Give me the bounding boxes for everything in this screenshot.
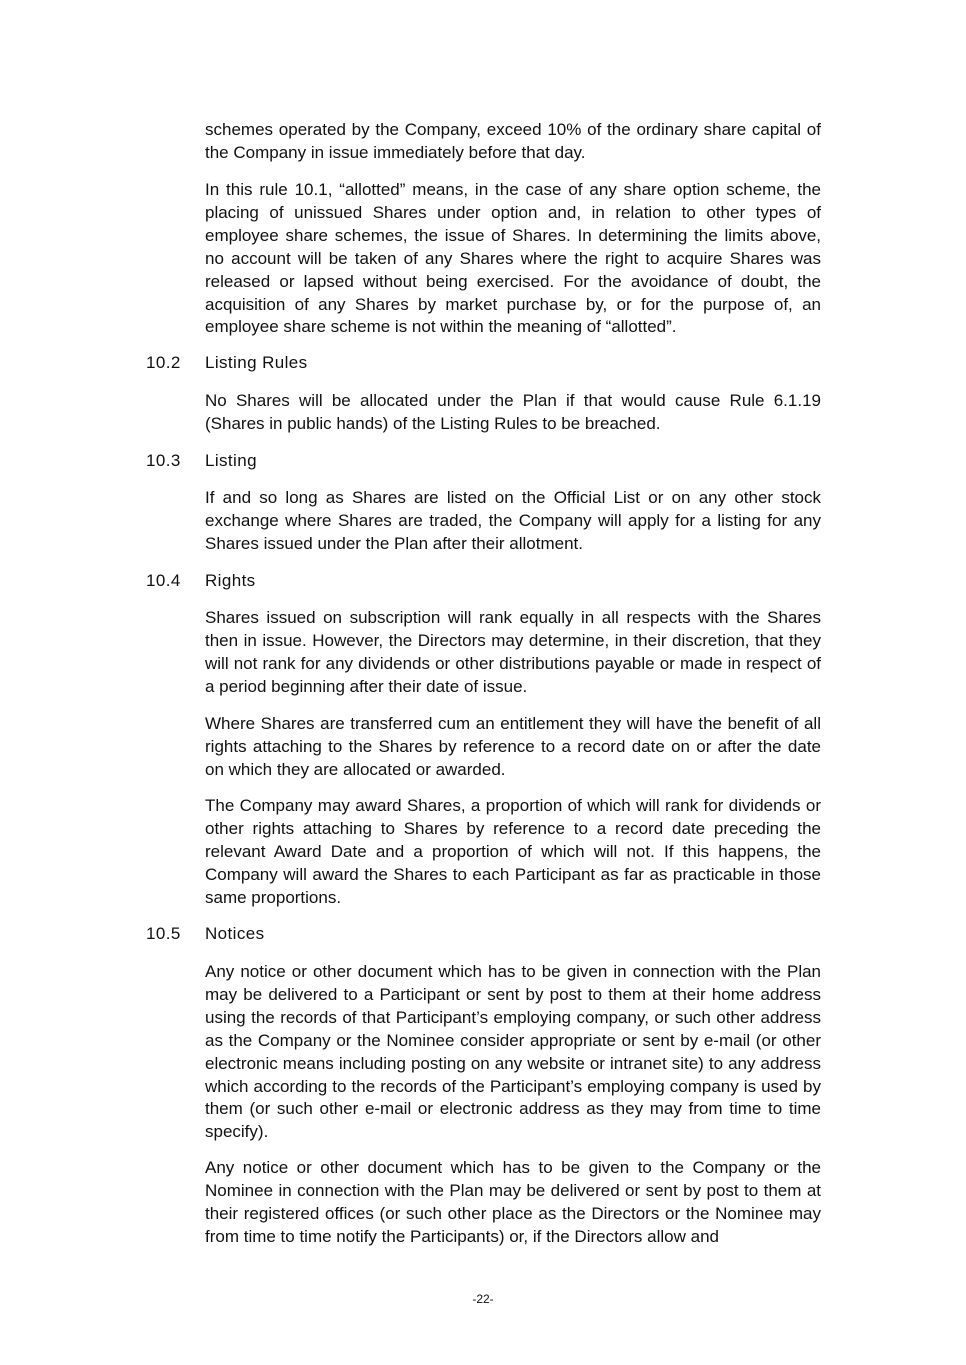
section-number: 10.3 (146, 451, 181, 470)
paragraph-10-1-limit-continuation: schemes operated by the Company, exceed 10% of the ordinary share capital of the Company in issue immediately before that day. (205, 120, 821, 162)
section-number: 10.5 (146, 924, 181, 943)
paragraph-rights-subscription: Shares issued on subscription will rank equally in all respects with the Shares then in issue. However, the Directors may determine, in their discretion, that they will not rank for any dividends or other distributions payable or made in respect of a period beginning after their date of issue. (205, 608, 821, 696)
paragraph-notices-to-company: Any notice or other document which has to be given to the Company or the Nominee in connection with the Plan may be delivered or sent by post to them at their registered offices (or such other place as the Directors or the Nominee may from time to time notify the Participants) or, if the Directors allow and (205, 1158, 821, 1246)
section-title: Listing Rules (205, 353, 308, 372)
paragraph-listing-rules: No Shares will be allocated under the Plan if that would cause Rule 6.1.19 (Shares in public hands) of the Listing Rules to be breached. (205, 391, 821, 433)
section-heading-10-5 (146, 923, 826, 945)
section-number: 10.2 (146, 353, 181, 372)
section-title: Notices (205, 924, 265, 943)
paragraph-notices-to-participant: Any notice or other document which has to be given in connection with the Plan may be delivered to a Participant or sent by post to them at their home address using the records of that Participant’s employing company, or such other address as the Company or the Nominee consider appropriate or sent by e-mail (or other electronic means including posting on any website or intranet site) to any address which according to the records of the Participant’s employing company is used by them (or such other e-mail or electronic address as they may from time to time specify). (205, 962, 821, 1142)
section-heading-10-3 (146, 450, 826, 472)
section-number: 10.4 (146, 571, 181, 590)
page-number: -22- (472, 1292, 494, 1306)
section-heading-10-2 (146, 352, 826, 374)
paragraph-allotted-definition: In this rule 10.1, “allotted” means, in the case of any share option scheme, the placing of unissued Shares under option and, in relation to other types of employee share schemes, the issue of Shares. In determining the limits above, no account will be taken of any Shares where the right to acquire Shares was released or lapsed without being exercised. For the avoidance of doubt, the acquisition of any Shares by market purchase by, or for the purpose of, an employee share scheme is not within the meaning of “allotted”. (205, 180, 821, 337)
section-title: Rights (205, 571, 256, 590)
paragraph-rights-transfer: Where Shares are transferred cum an entitlement they will have the benefit of all rights attaching to the Shares by reference to a record date on or after the date on which they are allocated or awarded. (205, 714, 821, 779)
section-title: Listing (205, 451, 257, 470)
paragraph-rights-proportion: The Company may award Shares, a proportion of which will rank for dividends or other rights attaching to Shares by reference to a record date preceding the relevant Award Date and a proportion of which will not. If this happens, the Company will award the Shares to each Participant as far as practicable in those same proportions. (205, 796, 821, 907)
paragraph-listing: If and so long as Shares are listed on the Official List or on any other stock exchange where Shares are traded, the Company will apply for a listing for any Shares issued under the Plan after their allotment. (205, 488, 821, 553)
section-heading-10-4 (146, 570, 826, 592)
